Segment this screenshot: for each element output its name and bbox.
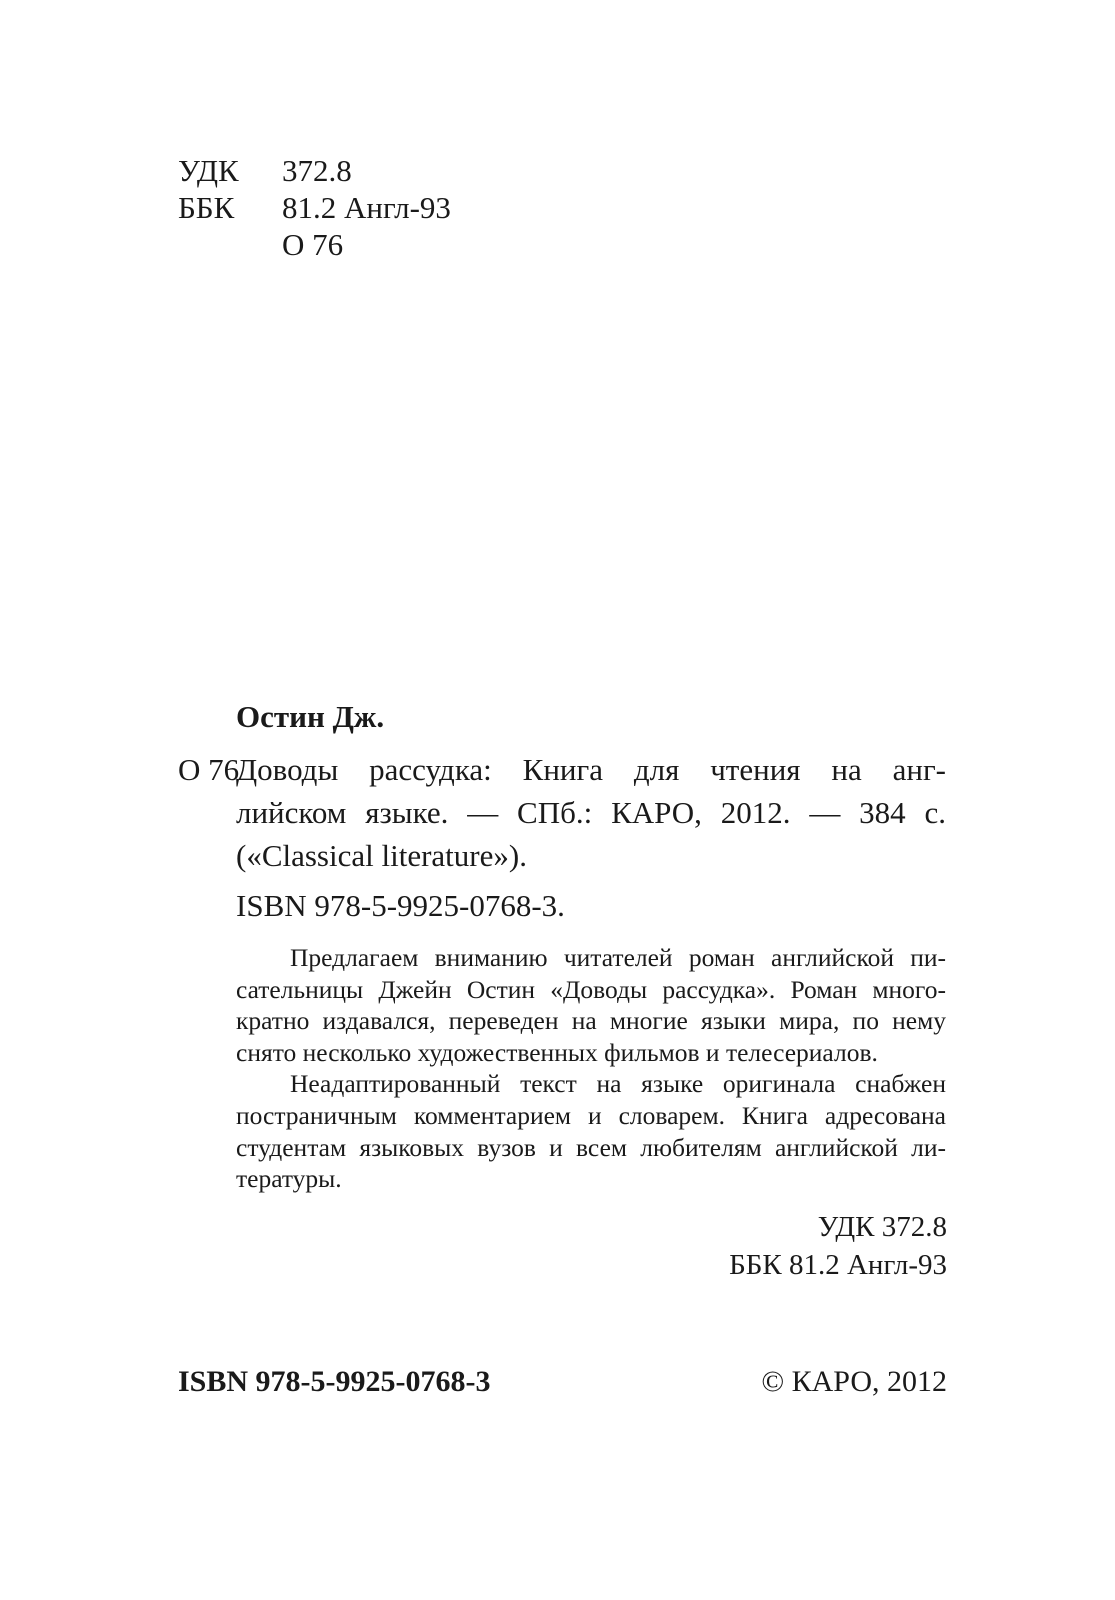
annotation-line: сательницы Джейн Остин «Доводы рассудка». Роман много- [236,974,946,1004]
author-mark: О 76 [178,752,240,787]
classification-codes [178,152,451,263]
bbk-summary: ББК 81.2 Англ-93 [729,1249,947,1281]
udk-value: 372.8 [282,153,352,188]
author-mark-row [178,226,451,263]
udk-row [178,152,451,189]
annotation-line: студентам языковых вузов и всем любителям английской ли- [236,1132,946,1162]
annotation-line: постраничным комментарием и словарем. Книга адресована [236,1100,946,1130]
annotation-line: Предлагаем вниманию читателей роман английской пи- [290,943,946,972]
annotation-line: Неадаптированный текст на языке оригинала снабжен [290,1069,946,1099]
bbk-label: ББК [178,190,235,225]
classification-summary [729,1208,947,1284]
entry-line: («Classical literature»). [236,838,527,873]
bbk-row [178,189,451,226]
footer-isbn: ISBN 978-5-9925-0768-3 [178,1365,491,1398]
copyright-notice: © КАРО, 2012 [761,1365,947,1398]
annotation-line: тературы. [236,1164,342,1194]
author-mark-value: О 76 [282,227,344,262]
udk-label: УДК [178,153,239,188]
author-mark-label [178,226,282,263]
annotation-line: кратно издавался, переведен на многие языки мира, по нему [236,1006,946,1036]
entry-isbn: ISBN 978-5-9925-0768-3. [236,888,565,923]
udk-summary: УДК 372.8 [817,1211,947,1243]
author-name: Остин Дж. [236,699,385,734]
bbk-value: 81.2 Англ-93 [282,190,451,225]
entry-line: Доводы рассудка: Книга для чтения на анг- [236,752,946,787]
entry-line: лийском языке. — СПб.: КАРО, 2012. — 384 с. [236,795,946,830]
annotation [236,942,946,1195]
annotation-line: снято несколько художественных фильмов и телесериалов. [236,1037,878,1067]
